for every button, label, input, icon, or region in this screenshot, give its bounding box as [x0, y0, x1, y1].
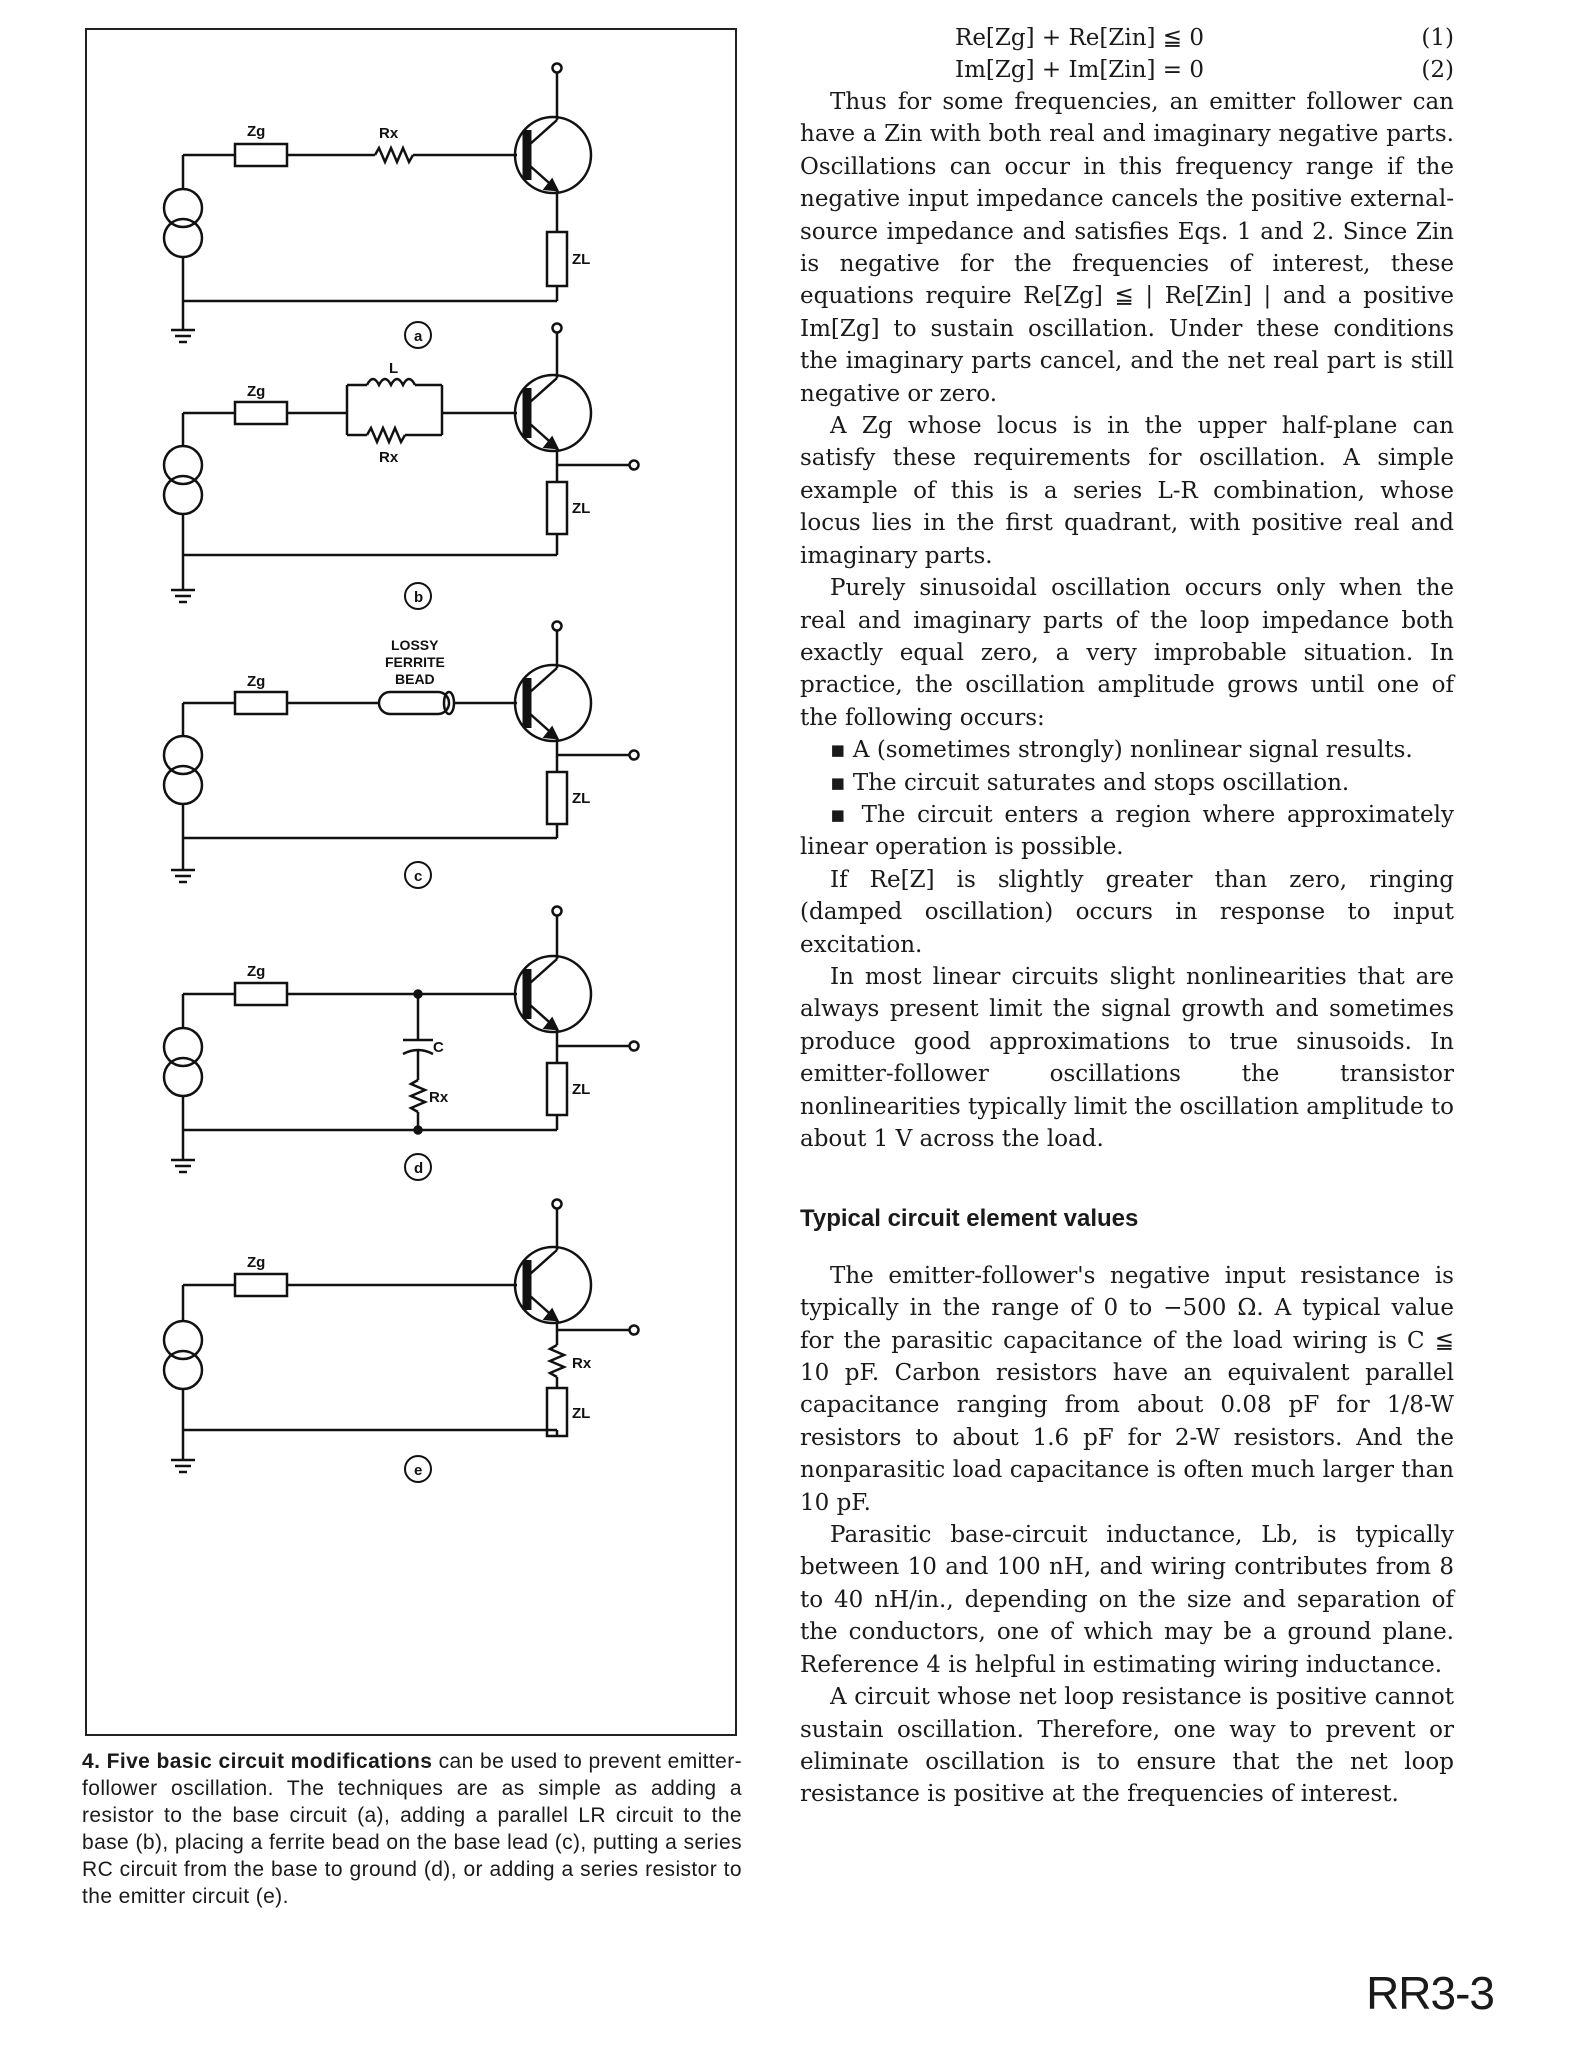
page-number: RR3-3 [1366, 1967, 1494, 2019]
paragraph-3: Purely sinusoidal oscillation occurs only when the real and imaginary parts of the loop impedance both exactly equal zero, a very improbable situation. In practice, the oscillation amplitude grows until one of the following occurs: [800, 575, 1454, 731]
paragraph-4: If Re[Z] is slightly greater than zero, ringing (damped oscillation) occurs in response to input excitation. [800, 866, 1454, 958]
equation-2 [800, 54, 1454, 86]
label-bead-2: FERRITE [385, 654, 445, 670]
rx-resistor-b [367, 428, 405, 442]
paragraph-1: Thus for some frequencies, an emitter follower can have a Zin with both real and imaginary negative parts. Oscillations can occur in this frequency range if the negative input impedance cancels the positive external-source impedance and satisfies Eqs. 1 and 2. Since Zin is negative for the frequencies of interest, these equations require Re[Zg] ≦ | Re[Zin] | and a positive Im[Zg] to sustain oscillation. Under these conditions the imaginary parts cancel, and the net real part is still negative or zero. [800, 89, 1454, 407]
circuit-a [164, 64, 591, 349]
source-symbol [164, 736, 202, 774]
zg-resistor-a [235, 144, 287, 166]
panel-label-e: e [414, 1462, 423, 1479]
zl-load-b [547, 482, 567, 534]
label-zl-c: ZL [572, 790, 591, 807]
label-zg-a: Zg [247, 123, 266, 140]
equation-2-number: (2) [1421, 57, 1454, 83]
label-rx-e: Rx [572, 1355, 592, 1372]
panel-label-a: a [414, 328, 423, 345]
zl-load-c [547, 772, 567, 824]
zl-load-d [547, 1063, 567, 1115]
zg-resistor-e [235, 1274, 287, 1296]
circuit-e [164, 1200, 639, 1483]
label-zl-a: ZL [572, 251, 591, 268]
circuit-d [164, 907, 639, 1181]
rx-resistor-a [375, 148, 413, 162]
inductor-l-b [367, 379, 415, 385]
figure-caption [82, 1748, 742, 1910]
equation-1-number: (1) [1421, 25, 1454, 51]
label-zg-e: Zg [247, 1254, 266, 1271]
paragraph-7: Parasitic base-circuit inductance, Lb, is typically between 10 and 100 nH, and wiring contributes from 8 to 40 nH/in., depending on the size and separation of the conductors, one of which may be a ground plane. Reference 4 is helpful in estimating wiring inductance. [800, 1522, 1454, 1678]
equation-1 [800, 22, 1454, 54]
circuit-b [164, 324, 639, 610]
paragraph-6: The emitter-follower's negative input resistance is typically in the range of 0 to −500 Ω. A typical value for the parasitic capacitance of the load wiring is C ≦ 10 pF. Carbon resistors have an equivalent parallel capacitance ranging from about 0.08 pF for 1/8-W resistors to about 1.6 pF for 2-W resistors. And the nonparasitic load capacitance is often much larger than 10 pF. [800, 1262, 1454, 1516]
zg-resistor-d [235, 983, 287, 1005]
circuit-diagrams [87, 30, 739, 1738]
label-zg-d: Zg [247, 963, 266, 980]
equation-2-text: Im[Zg] + Im[Zin] = 0 [955, 57, 1204, 83]
bullet-2: ▪ The circuit saturates and stops oscillation. [830, 769, 1350, 796]
rx-resistor-e [550, 1345, 564, 1377]
label-rx-b: Rx [379, 449, 399, 466]
ferrite-bead-c [379, 692, 449, 714]
paragraph-2: A Zg whose locus is in the upper half-plane can satisfy these requirements for oscillation. A simple example of this is a series L-R combination, whose locus lies in the first quadrant, with positive real and imaginary parts. [800, 413, 1454, 569]
caption-lead: 4. Five basic circuit modifications [82, 1750, 433, 1773]
label-zl-b: ZL [572, 500, 591, 517]
rx-resistor-d [411, 1080, 425, 1112]
bullet-3: ▪ The circuit enters a region where approximately linear operation is possible. [800, 801, 1454, 861]
figure-4-circuits [85, 28, 737, 1736]
source-symbol [164, 1321, 202, 1359]
article-column [800, 22, 1454, 1811]
zl-load-a [547, 232, 567, 286]
zg-resistor-c [235, 692, 287, 714]
caption-body: can be used to prevent emitter-follower oscillation. The techniques are as simple as adding a resistor to the base circuit (a), adding a parallel LR circuit to the base (b), placing a ferrite bead on the base lead (c), putting a series RC circuit from the base to ground (d), or adding a series resistor to the emitter circuit (e). [82, 1750, 742, 1908]
panel-label-c: c [414, 868, 423, 885]
label-zl-e: ZL [572, 1405, 591, 1422]
source-symbol [164, 446, 202, 484]
panel-label-b: b [414, 589, 424, 606]
label-rx-a: Rx [379, 125, 399, 142]
label-rx-d: Rx [429, 1089, 449, 1106]
label-zg-c: Zg [247, 673, 266, 690]
paragraph-8: A circuit whose net loop resistance is positive cannot sustain oscillation. Therefore, one way to prevent or eliminate oscillation is to ensure that the net loop resistance is positive at the frequencies of interest. [800, 1684, 1454, 1808]
source-symbol [164, 1028, 202, 1066]
label-zg-b: Zg [247, 383, 266, 400]
label-bead-3: BEAD [395, 671, 435, 687]
bullet-1: ▪ A (sometimes strongly) nonlinear signal results. [830, 737, 1413, 764]
label-bead-1: LOSSY [391, 637, 439, 653]
label-c-d: C [433, 1039, 444, 1056]
label-l-b: L [389, 360, 399, 377]
section-heading: Typical circuit element values [800, 1205, 1139, 1233]
source-symbol [164, 189, 202, 227]
equation-1-text: Re[Zg] + Re[Zin] ≦ 0 [955, 25, 1205, 51]
label-zl-d: ZL [572, 1081, 591, 1098]
paragraph-5: In most linear circuits slight nonlinearities that are always present limit the signal growth and sometimes produce good approximations to true sinusoids. In emitter-follower oscillations the transistor nonlinearities typically limit the oscillation amplitude to about 1 V across the load. [800, 963, 1454, 1152]
panel-label-d: d [414, 1160, 424, 1177]
zg-resistor-b [235, 402, 287, 424]
